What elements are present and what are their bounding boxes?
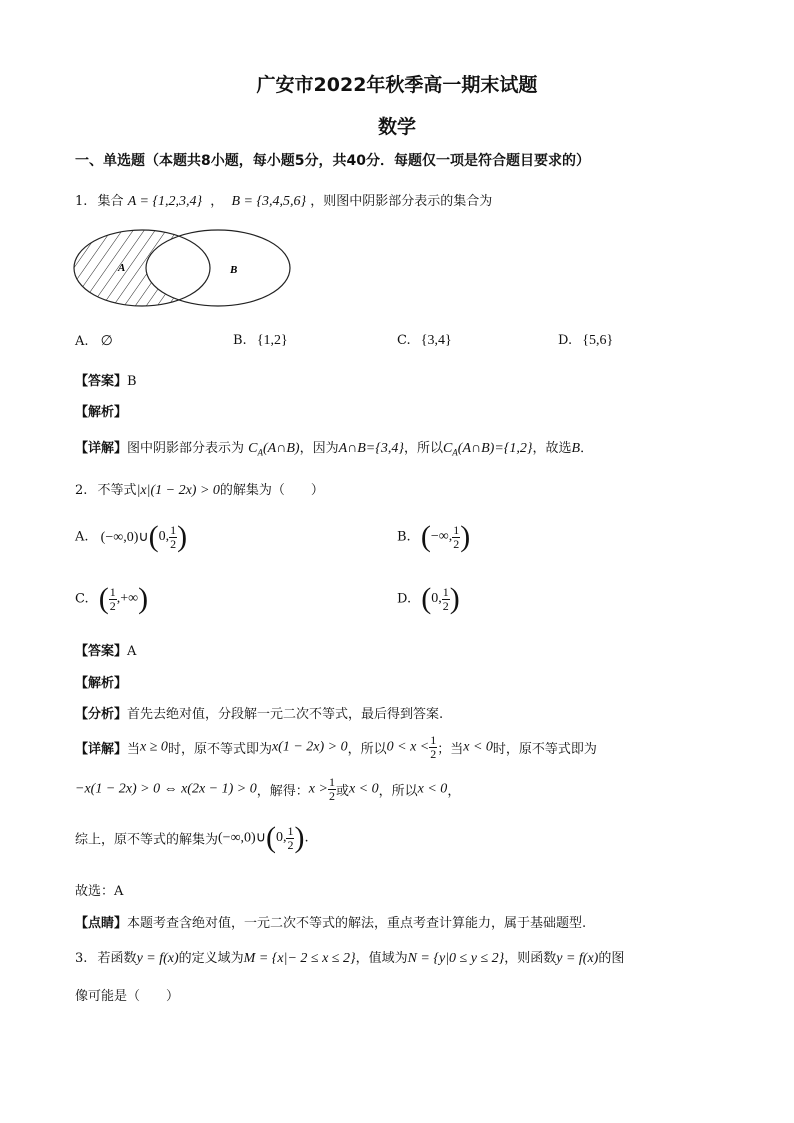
math-expr: x > [308, 781, 328, 797]
option-key: B. [233, 333, 247, 348]
shaded-region [70, 226, 296, 310]
paren: ( [148, 520, 159, 553]
q1-option-a[interactable] [75, 333, 113, 350]
numerator: 1 [328, 775, 335, 789]
math-expr: −x(1 − 2x) > 0 ⇔ x(2x − 1) > 0 [75, 781, 257, 797]
math-expr: x(1 − 2x) > 0 [271, 739, 348, 755]
question-number: 1. [75, 194, 88, 209]
section-heading: 一、单选题（本题共8小题，每小题5分，共40分．每题仅一项是符合题目要求的） [75, 153, 590, 169]
answer-value: A [127, 644, 137, 659]
fraction-one-half [328, 776, 336, 803]
q2-option-a[interactable] [75, 522, 187, 552]
question-number: 2. [75, 483, 88, 498]
detail-text: ，解得： [256, 784, 309, 799]
math-expr: (−∞,0)∪ [100, 529, 149, 545]
q2-detail-line3 [75, 823, 309, 853]
q2-dianjing [75, 912, 586, 931]
paren: ) [177, 520, 188, 553]
denominator: 2 [328, 789, 335, 803]
math-expr: B [571, 441, 581, 456]
option-key: C. [397, 333, 411, 348]
math-expr: |x|(1 − 2x) > 0 [136, 483, 220, 498]
q2-choice: 故选：A [75, 884, 124, 899]
math-expr: x ≥ 0 [140, 739, 168, 755]
detail-label: 【详解】 [75, 441, 128, 456]
detail-label: 【详解】 [75, 742, 128, 757]
venn-label-b: B [230, 264, 238, 276]
question-number: 3. [75, 951, 88, 966]
option-key: C. [75, 591, 89, 607]
math-expr: A∩B={3,4} [338, 441, 404, 456]
denominator: 2 [442, 598, 449, 613]
fenxi-label: 【分析】 [75, 707, 128, 722]
math-expr: y = f(x) [136, 951, 179, 966]
question-1-stem [75, 190, 492, 210]
q1-option-c[interactable] [397, 333, 452, 349]
paren: ) [460, 520, 471, 553]
paren: ( [265, 821, 276, 854]
math-expr: (A∩B)={1,2} [457, 441, 533, 456]
detail-text: ，所以 [347, 742, 387, 757]
q2-analysis-label [75, 672, 127, 691]
math-expr: y = f(x) [556, 951, 599, 966]
math-expr: ,+∞ [116, 591, 139, 606]
detail-text: ，因为 [299, 441, 339, 456]
math-expr: 0 < x < [386, 739, 430, 755]
question-text: 的定义域为 [178, 951, 244, 966]
detail-text: ，故选 [532, 441, 572, 456]
detail-text: 时，原不等式即为 [167, 742, 272, 757]
math-expr: 0, [275, 830, 287, 845]
option-key: B. [397, 529, 411, 545]
q2-answer [75, 640, 136, 659]
q2-option-c[interactable] [75, 584, 148, 614]
question-text: ，值域为 [355, 951, 408, 966]
detail-text: ，所以 [378, 784, 418, 799]
math-expr: M = {x|− 2 ≤ x ≤ 2} [243, 951, 356, 966]
question-text: 集合 [97, 194, 124, 209]
math-expr: C [248, 441, 258, 456]
option-value: {5,6} [582, 333, 614, 348]
question-3-line2: 像可能是（ ） [75, 989, 180, 1004]
subject-title: 数学 [377, 116, 416, 138]
answer-value: B [127, 374, 137, 389]
paren: ) [449, 582, 460, 615]
question-text: 若函数 [97, 951, 137, 966]
page-title: 广安市2022年秋季高一期末试题 [256, 74, 538, 96]
detail-text: 时，原不等式即为 [492, 742, 597, 757]
q1-detail [75, 437, 593, 458]
set-b-expr: B = {3,4,5,6} [231, 194, 307, 209]
paren: ( [421, 582, 432, 615]
venn-label-a: A [118, 262, 126, 274]
math-expr: 0, [158, 529, 170, 544]
option-value: {3,4} [420, 333, 452, 348]
math-expr: −∞, [430, 529, 453, 544]
q2-option-b[interactable] [397, 522, 470, 552]
denominator: 2 [453, 536, 460, 551]
detail-text: 当 [127, 742, 141, 757]
q1-answer [75, 370, 137, 389]
answer-label: 【答案】 [75, 374, 128, 389]
numerator: 1 [109, 584, 116, 599]
math-expr: 0, [431, 591, 442, 606]
math-sub: A [452, 447, 458, 458]
math-expr: x < 0 [463, 739, 493, 755]
denominator: 2 [170, 536, 177, 551]
option-value: ∅ [100, 334, 113, 349]
dianjing-text: 本题考查含绝对值，一元二次不等式的解法，重点考查计算能力，属于基础题型. [127, 916, 587, 931]
q2-detail-line1 [75, 734, 597, 761]
question-text: ，则函数 [504, 951, 557, 966]
fraction-one-half [169, 524, 177, 551]
detail-text: 或 [335, 784, 349, 799]
set-a-expr: A = {1,2,3,4} [127, 194, 203, 209]
detail-text: ；当 [437, 742, 464, 757]
question-text: 不等式 [97, 483, 137, 498]
math-sub: A [257, 447, 264, 458]
detail-text: 综上，原不等式的解集为 [75, 832, 219, 848]
q2-detail-line2 [75, 776, 460, 803]
paren: ) [294, 821, 305, 854]
numerator: 1 [430, 733, 437, 747]
denominator: 2 [287, 837, 294, 852]
option-key: D. [397, 591, 412, 607]
paren: ) [138, 582, 149, 615]
numerator: 1 [453, 522, 460, 537]
question-2-stem [75, 479, 324, 499]
option-key: D. [558, 333, 573, 348]
fraction-one-half [109, 586, 117, 613]
detail-text: . [304, 830, 309, 846]
denominator: 2 [109, 598, 116, 613]
math-expr: C [442, 441, 453, 456]
fraction-one-half [442, 586, 450, 613]
dianjing-label: 【点睛】 [75, 916, 128, 931]
detail-text: ， [447, 784, 461, 799]
math-expr: N = {y|0 ≤ y ≤ 2} [407, 951, 505, 966]
detail-text: ，所以 [403, 441, 443, 456]
fenxi-text: 首先去绝对值，分段解一元二次不等式，最后得到答案. [127, 707, 444, 722]
option-key: A. [75, 334, 89, 349]
math-expr: x < 0 [417, 781, 448, 797]
detail-text: 图中阴影部分表示为 [127, 441, 245, 456]
numerator: 1 [287, 823, 294, 838]
question-text: 的图 [598, 951, 625, 966]
analysis-label: 【解析】 [75, 676, 128, 691]
paren: ( [98, 582, 109, 615]
q1-option-b[interactable] [233, 333, 288, 349]
math-expr: (A∩B) [263, 441, 300, 456]
analysis-label: 【解析】 [75, 405, 128, 420]
question-3-stem [75, 947, 624, 967]
q2-option-d[interactable] [397, 584, 460, 614]
option-value: {1,2} [256, 333, 288, 348]
answer-label: 【答案】 [75, 644, 128, 659]
separator: ， [210, 194, 224, 209]
numerator: 1 [442, 584, 449, 599]
math-expr: (−∞,0)∪ [218, 830, 266, 846]
venn-diagram [70, 226, 296, 310]
numerator: 1 [170, 522, 177, 537]
q1-analysis-label [75, 401, 127, 420]
question-text: ，则图中阴影部分表示的集合为 [310, 194, 493, 209]
q2-fenxi [75, 703, 443, 722]
detail-text: ． [580, 441, 594, 456]
option-key: A. [75, 529, 89, 545]
paren: ( [420, 520, 431, 553]
q1-option-d[interactable] [558, 333, 613, 349]
math-expr: x < 0 [348, 781, 379, 797]
denominator: 2 [430, 747, 437, 761]
question-text: 的解集为（ ） [219, 483, 324, 498]
